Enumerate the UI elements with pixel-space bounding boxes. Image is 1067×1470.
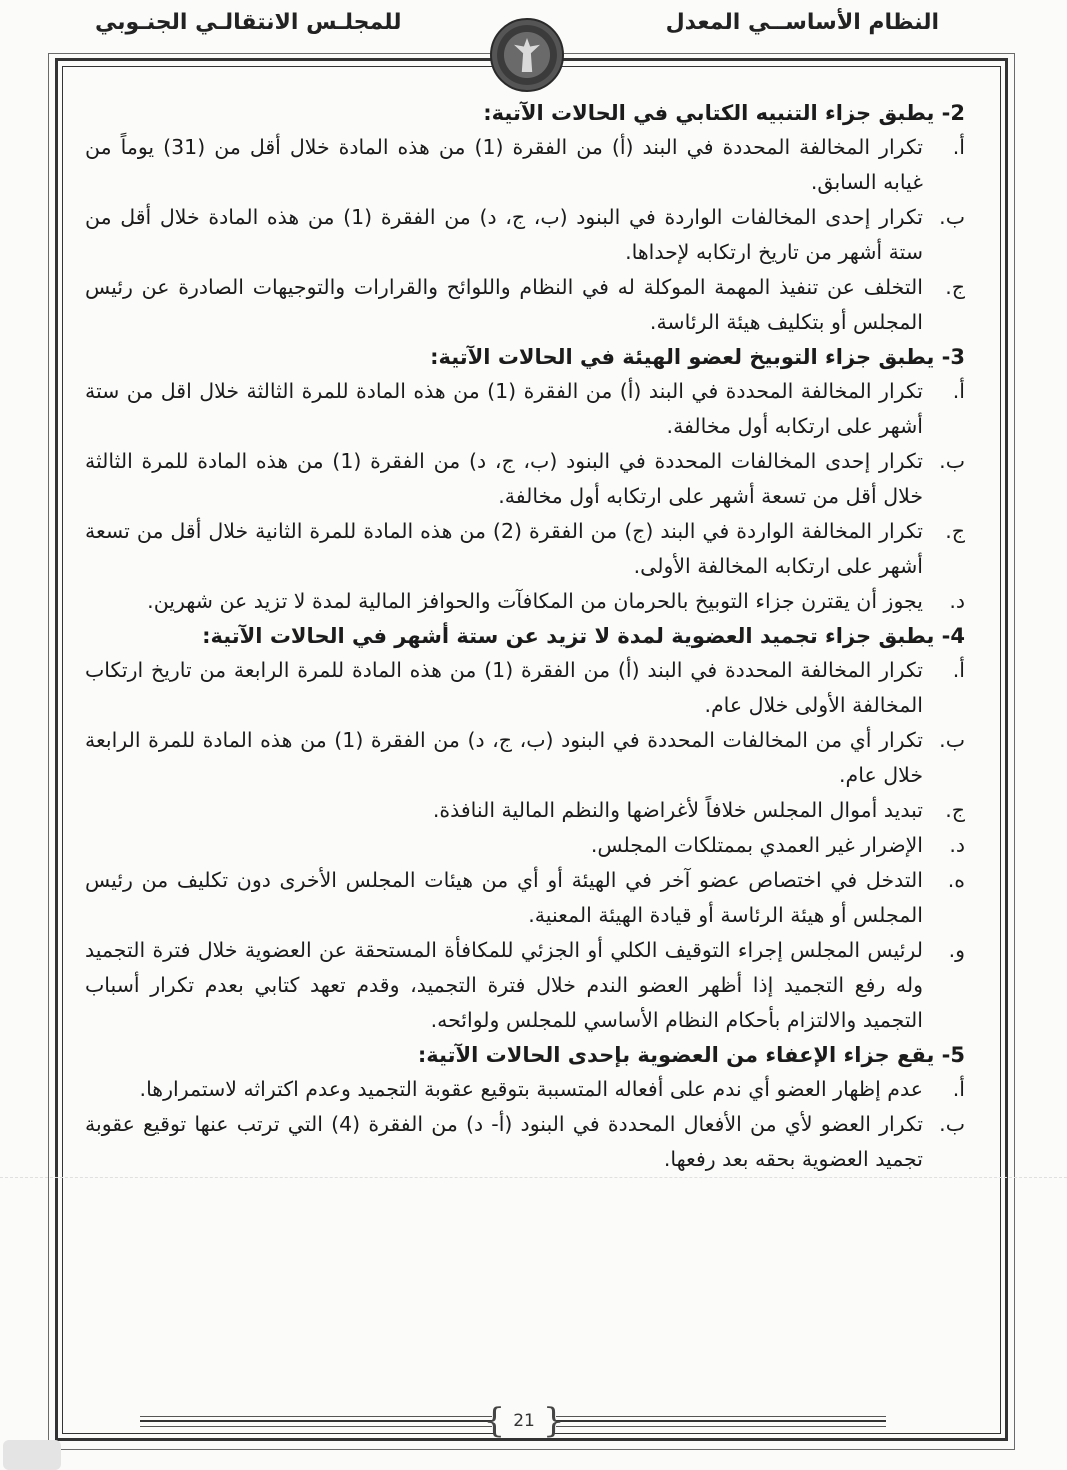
- list-item: [85, 444, 965, 514]
- footer-rule-left: [140, 1416, 492, 1427]
- item-text: تكرار المخالفة الواردة في البند (ج) من الفقرة (2) من هذه المادة للمرة الثانية خلال أقل من تسعة أشهر على ارتكابه المخالفة الأولى.: [85, 519, 923, 578]
- item-marker: أ.: [952, 379, 965, 403]
- bracket-open-icon: {: [483, 1401, 506, 1441]
- list-item: [85, 793, 965, 828]
- document-body: [85, 96, 965, 1177]
- item-marker: ج.: [945, 798, 965, 822]
- item-marker: د.: [949, 833, 965, 857]
- list-item: [85, 130, 965, 200]
- item-text: تكرار إحدى المخالفات الواردة في البنود (ب، ج، د) من الفقرة (1) من هذه المادة خلال أقل من ستة أشهر من تاريخ ارتكابه لإحداها.: [85, 205, 924, 264]
- item-marker: د.: [949, 589, 965, 613]
- list-item: [85, 374, 965, 444]
- list-item: [85, 653, 965, 723]
- item-marker: ب.: [939, 449, 965, 473]
- item-marker: أ.: [952, 658, 965, 682]
- item-marker: ج.: [945, 519, 965, 543]
- item-text: عدم إظهار العضو أي ندم على أفعاله المتسببة بتوقيع عقوبة التجميد وعدم اكتراثه لاستمرارها.: [139, 1077, 923, 1101]
- section-2: [85, 96, 965, 340]
- list-item: [85, 270, 965, 340]
- list-item: [85, 1107, 965, 1177]
- item-marker: ج.: [945, 275, 965, 299]
- council-emblem-icon: [490, 18, 564, 92]
- section-5: [85, 1038, 965, 1177]
- item-text: التخلف عن تنفيذ المهمة الموكلة له في النظام واللوائح والقرارات والتوجيهات الصادرة عن رئيس المجلس أو بتكليف هيئة الرئاسة.: [85, 275, 923, 334]
- scan-artifact-line: [0, 1177, 1067, 1178]
- item-text: تكرار المخالفة المحددة في البند (أ) من الفقرة (1) من هذه المادة للمرة الرابعة من تاريخ ارتكاب المخالفة الأولى خلال عام.: [85, 658, 923, 717]
- list-item: [85, 200, 965, 270]
- page-number: 21: [513, 1411, 535, 1431]
- item-text: تبديد أموال المجلس خلافاً لأغراضها والنظم المالية النافذة.: [432, 798, 923, 822]
- scan-artifact-tab: [3, 1440, 61, 1470]
- item-text: يجوز أن يقترن جزاء التوبيخ بالحرمان من المكافآت والحوافز المالية لمدة لا تزيد عن شهرين.: [147, 589, 923, 613]
- section-heading: 2- يطبق جزاء التنبيه الكتابي في الحالات الآتية:: [483, 101, 965, 125]
- item-text: التدخل في اختصاص عضو آخر في الهيئة أو أي من هيئات المجلس الأخرى دون تكليف من رئيس المجلس أو هيئة الرئاسة أو قيادة الهيئة المعنية.: [85, 868, 923, 927]
- page-footer: [0, 1402, 1067, 1442]
- item-text: الإضرار غير العمدي بممتلكات المجلس.: [590, 833, 923, 857]
- item-text: تكرار المخالفة المحددة في البند (أ) من الفقرة (1) من هذه المادة للمرة الثالثة خلال اقل من ستة أشهر على ارتكابه أول مخالفة.: [85, 379, 923, 438]
- item-marker: أ.: [952, 135, 965, 159]
- item-text: تكرار المخالفة المحددة في البند (أ) من الفقرة (1) من هذه المادة خلال أقل من (31) يوماً من غيابه السابق.: [85, 135, 923, 194]
- section-heading: 5- يقع جزاء الإعفاء من العضوية بإحدى الحالات الآتية:: [417, 1043, 965, 1067]
- list-item: [85, 514, 965, 584]
- list-item: [85, 723, 965, 793]
- document-title: النظام الأساســي المعدل: [665, 10, 939, 35]
- item-text: تكرار إحدى المخالفات المحددة في البنود (ب، ج، د) من الفقرة (1) من هذه المادة للمرة الثالثة خلال أقل من تسعة أشهر على ارتكابه أول مخالفة.: [85, 449, 923, 508]
- item-marker: ب.: [939, 1112, 965, 1136]
- list-item: [85, 863, 965, 933]
- section-4: [85, 619, 965, 1038]
- item-marker: أ.: [952, 1077, 965, 1101]
- section-heading: 4- يطبق جزاء تجميد العضوية لمدة لا تزيد عن ستة أشهر في الحالات الآتية:: [202, 624, 965, 648]
- item-text: لرئيس المجلس إجراء التوقيف الكلي أو الجزئي للمكافأة المستحقة عن العضوية خلال فترة التجميد وله رفع التجميد إذا أظهر العضو الندم خلال فترة التجميد، وقدم تعهد كتابي بعدم تكرار أسباب التجميد والالتزام بأحكام النظام الأساسي للمجلس ولوائحه.: [85, 938, 923, 1032]
- item-text: تكرار أي من المخالفات المحددة في البنود (ب، ج، د) من الفقرة (1) من هذه المادة للمرة الرابعة خلال عام.: [85, 728, 924, 787]
- item-marker: ب.: [939, 728, 965, 752]
- item-text: تكرار العضو لأي من الأفعال المحددة في البنود (أ- د) من الفقرة (4) التي ترتب عنها توقيع عقوبة تجميد العضوية بحقه بعد رفعها.: [85, 1112, 924, 1171]
- list-item: [85, 584, 965, 619]
- item-marker: ه.: [947, 868, 965, 892]
- organization-title: للمجلـس الانتقالـي الجنـوبي: [95, 10, 402, 35]
- footer-rule-right: [556, 1416, 886, 1427]
- section-3: [85, 340, 965, 619]
- item-marker: ب.: [939, 205, 965, 229]
- list-item: [85, 828, 965, 863]
- list-item: [85, 1072, 965, 1107]
- section-heading: 3- يطبق جزاء التوبيخ لعضو الهيئة في الحالات الآتية:: [430, 345, 965, 369]
- page-number-box: [483, 1401, 565, 1441]
- list-item: [85, 933, 965, 1038]
- bracket-close-icon: }: [542, 1401, 565, 1441]
- item-marker: و.: [948, 938, 965, 962]
